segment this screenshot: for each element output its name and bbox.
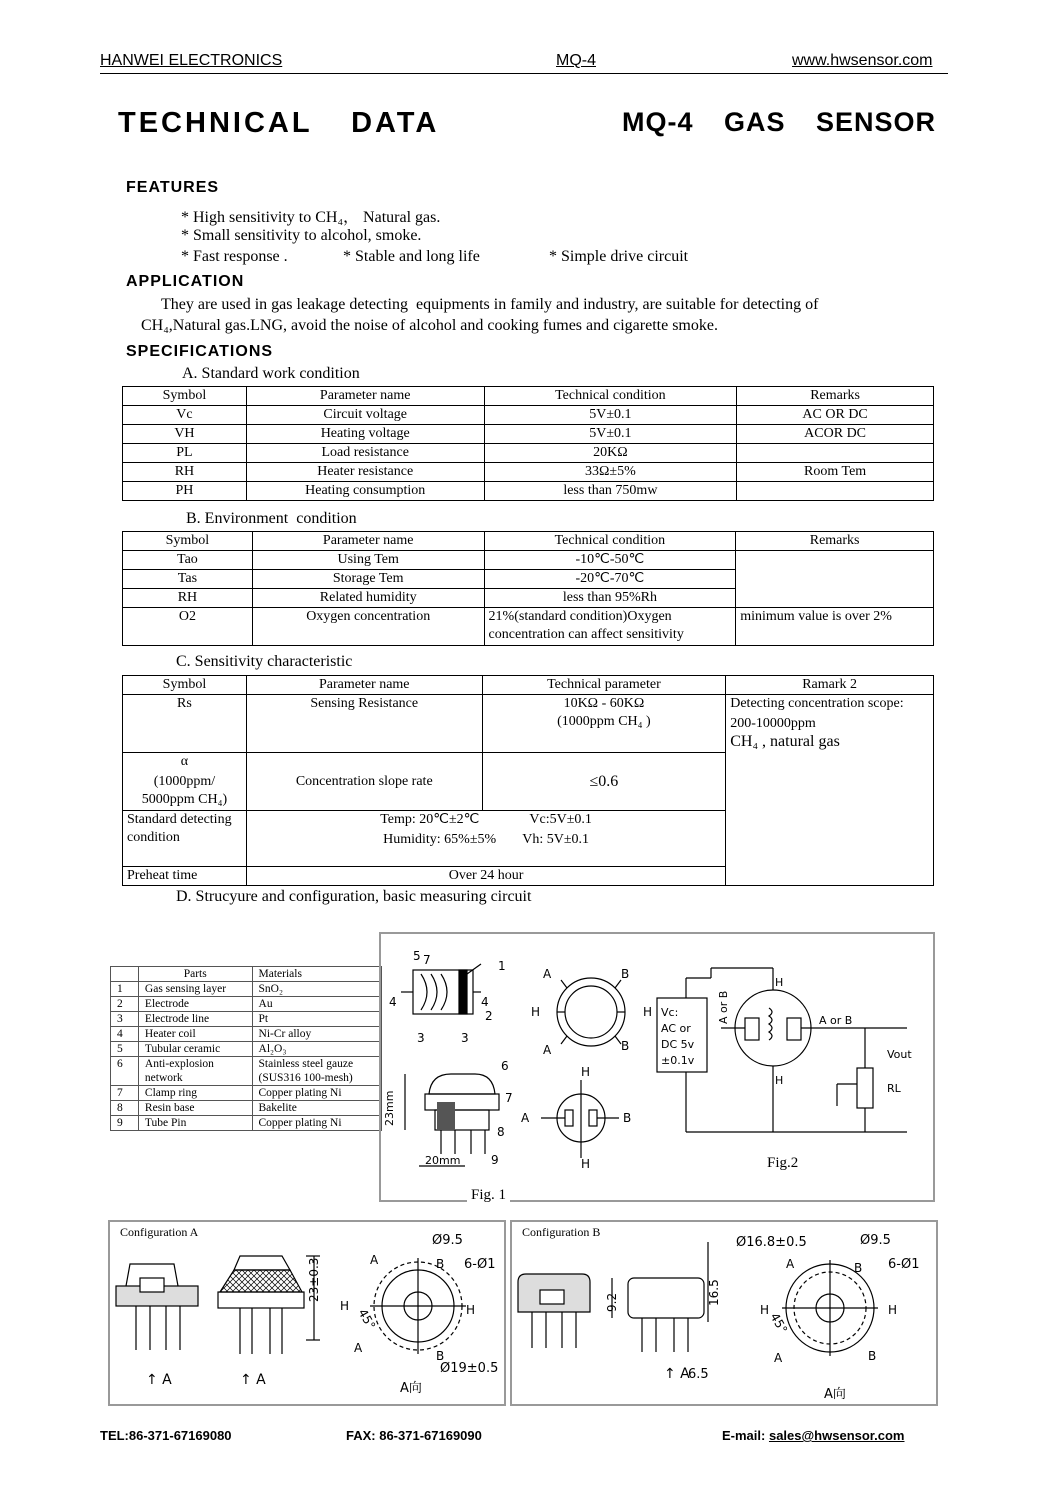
- circuit-vc-line3: DC 5v: [661, 1038, 695, 1051]
- svg-text:H: H: [643, 1005, 653, 1019]
- svg-text:↑ A: ↑ A: [240, 1372, 266, 1388]
- cell: [737, 482, 934, 501]
- cfg-a-angle: 45°: [355, 1306, 379, 1332]
- cell: Sensing Resistance: [246, 695, 482, 753]
- cell: Resin base: [138, 1101, 252, 1116]
- cfg-a-direction: A向: [400, 1381, 422, 1396]
- cell: Related humidity: [252, 589, 484, 608]
- svg-text:7: 7: [423, 953, 431, 967]
- cell: Rs: [123, 695, 247, 753]
- header-cell: Parameter name: [252, 532, 484, 551]
- config-b-drawing: [512, 1222, 932, 1400]
- circuit-vc-line2: AC or: [661, 1022, 691, 1035]
- circuit-aorb-label: A or B: [819, 1014, 853, 1027]
- cell: minimum value is over 2%: [736, 608, 934, 646]
- svg-text:H: H: [340, 1299, 350, 1313]
- circuit-vc-line1: Vc:: [661, 1006, 679, 1019]
- cell: Standard detecting condition: [123, 811, 247, 867]
- header-cell: Remarks: [736, 532, 934, 551]
- cfg-b-height1: 9.2: [605, 1292, 619, 1312]
- circuit-rl: RL: [887, 1082, 901, 1095]
- table-row: [111, 982, 382, 997]
- cell: 3: [111, 1012, 139, 1027]
- cell: -10℃-50℃: [484, 551, 736, 570]
- footer-email-link[interactable]: sales@hwsensor.com: [768, 1428, 905, 1443]
- svg-text:B: B: [868, 1349, 877, 1363]
- feature-line-1: * High sensitivity to CH₄， Natural gas.: [181, 209, 441, 226]
- cfg-b-d95: Ø9.5: [860, 1233, 891, 1248]
- table-row: [123, 551, 934, 570]
- header-website: www.hwsensor.com: [792, 52, 933, 69]
- cell: O2: [123, 608, 253, 646]
- cell: Storage Tem: [252, 570, 484, 589]
- footer-fax: FAX: 86-371-67169090: [346, 1428, 482, 1443]
- cell: Tas: [123, 570, 253, 589]
- standard-work-table: [122, 386, 934, 501]
- svg-text:8: 8: [497, 1125, 505, 1139]
- sensor-structure-drawing: [401, 964, 481, 1014]
- cell: 5V±0.1: [484, 406, 737, 425]
- cell: 1: [111, 982, 139, 997]
- svg-text:A: A: [543, 967, 552, 981]
- cell: Heater resistance: [246, 463, 484, 482]
- cell: PH: [123, 482, 247, 501]
- cell: [736, 551, 934, 608]
- svg-text:↑ A: ↑ A: [146, 1372, 172, 1388]
- feature-line-2: * Small sensitivity to alcohol, smoke.: [181, 227, 422, 244]
- header-cell: [111, 967, 139, 982]
- cell: 21%(standard condition)Oxygen concentration can affect sensitivity: [484, 608, 736, 646]
- cfg-b-pitch: 6.5: [688, 1367, 709, 1382]
- cell: 5V±0.1: [484, 425, 737, 444]
- cell: Clamp ring: [138, 1086, 252, 1101]
- std-vc: Vc:5V±0.1: [529, 812, 592, 827]
- cell: Using Tem: [252, 551, 484, 570]
- application-line-2: CH₄,Natural gas.LNG, avoid the noise of alcohol and cooking fumes and cigarette smoke.: [141, 317, 718, 334]
- table-b-title: B. Environment condition: [186, 510, 357, 527]
- rs-value-condition: (1000ppm CH₄ ): [557, 714, 651, 729]
- svg-text:1: 1: [498, 959, 506, 973]
- header-cell: Technical parameter: [482, 676, 726, 695]
- resin-base-shading: [437, 1102, 455, 1130]
- fig1-caption: Fig. 1: [467, 1187, 510, 1204]
- cfg-a-6x1: 6-Ø1: [464, 1257, 496, 1272]
- table-row: [111, 1101, 382, 1116]
- top-view-circle: [557, 978, 625, 1046]
- config-a-label: Configuration A: [120, 1225, 199, 1239]
- cell: VH: [123, 425, 247, 444]
- cell: Anti-explosion network: [138, 1057, 252, 1086]
- cfg-b-angle: 45°: [767, 1310, 791, 1336]
- cell: [737, 444, 934, 463]
- svg-text:2: 2: [485, 1009, 493, 1023]
- environment-table: [122, 531, 934, 646]
- alpha-symbol: α: [180, 754, 189, 769]
- config-a-drawing: [110, 1222, 500, 1400]
- svg-text:H: H: [531, 1005, 541, 1019]
- cell: Bakelite: [252, 1101, 381, 1116]
- cell: 6: [111, 1057, 139, 1086]
- cell: 9: [111, 1116, 139, 1131]
- cell: Preheat time: [123, 867, 247, 886]
- header-cell: Symbol: [123, 387, 247, 406]
- table-c-title: C. Sensitivity characteristic: [176, 653, 353, 670]
- cell: 5: [111, 1042, 139, 1057]
- svg-text:B: B: [621, 1039, 630, 1053]
- header-cell: Symbol: [123, 532, 253, 551]
- alpha-sub: (1000ppm/ 5000ppm CH₄): [141, 774, 228, 807]
- svg-text:4: 4: [389, 995, 397, 1009]
- config-b-label: Configuration B: [522, 1225, 601, 1239]
- remark-range: 200-10000ppm: [730, 716, 816, 731]
- cfg-a-d95: Ø9.5: [432, 1233, 463, 1248]
- footer-tel: TEL:86-371-67169080: [100, 1428, 232, 1443]
- svg-text:7: 7: [505, 1091, 513, 1105]
- svg-text:B: B: [436, 1257, 445, 1271]
- application-heading: APPLICATION: [126, 273, 245, 290]
- specifications-heading: SPECIFICATIONS: [126, 343, 274, 360]
- table-row: [123, 425, 934, 444]
- header-cell: Technical condition: [484, 387, 737, 406]
- svg-text:A: A: [543, 1043, 552, 1057]
- cell: 20KΩ: [484, 444, 737, 463]
- remark-gas: CH₄ , natural gas: [730, 733, 840, 750]
- cell: Load resistance: [246, 444, 484, 463]
- svg-text:H: H: [466, 1303, 476, 1317]
- std-temp: Temp: 20℃±2℃: [380, 812, 480, 827]
- svg-text:A: A: [370, 1253, 379, 1267]
- structure-figure: [381, 934, 931, 1200]
- cell: Heating consumption: [246, 482, 484, 501]
- svg-text:3: 3: [417, 1031, 425, 1045]
- table-row: [123, 695, 934, 753]
- cell: Au: [252, 997, 381, 1012]
- parts-table: [110, 966, 382, 1131]
- table-row: [123, 608, 934, 646]
- cell: 7: [111, 1086, 139, 1101]
- cell: Concentration slope rate: [246, 753, 482, 811]
- table-row: [111, 1042, 382, 1057]
- cell: Electrode: [138, 997, 252, 1012]
- cfg-a-d19: Ø19±0.5: [440, 1361, 499, 1376]
- table-a-title: A. Standard work condition: [182, 365, 360, 382]
- cell: Room Tem: [737, 463, 934, 482]
- svg-text:A: A: [521, 1111, 530, 1125]
- rs-value-range: 10KΩ - 60KΩ: [563, 696, 645, 711]
- section-d-title: D. Strucyure and configuration, basic measuring circuit: [176, 888, 532, 905]
- cell: Tao: [123, 551, 253, 570]
- cell: Tube Pin: [138, 1116, 252, 1131]
- cell: Heating voltage: [246, 425, 484, 444]
- svg-text:H: H: [775, 976, 784, 989]
- cell: -20℃-70℃: [484, 570, 736, 589]
- cell: Heater coil: [138, 1027, 252, 1042]
- table-row: [111, 1027, 382, 1042]
- table-row: [123, 444, 934, 463]
- table-header-row: [123, 676, 934, 695]
- table-row: [123, 482, 934, 501]
- cell: less than 95%Rh: [484, 589, 736, 608]
- cell: 4: [111, 1027, 139, 1042]
- table-row: [123, 463, 934, 482]
- sensitivity-table: [122, 675, 934, 886]
- dim-23mm: 23mm: [383, 1090, 396, 1126]
- cell: Copper plating Ni: [252, 1086, 381, 1101]
- cell: SnO₂: [252, 982, 381, 997]
- cell: Electrode line: [138, 1012, 252, 1027]
- measuring-circuit: [657, 968, 907, 1132]
- cell: Ni-Cr alloy: [252, 1027, 381, 1042]
- dim-20mm: 20mm: [425, 1154, 461, 1167]
- header-cell: Parameter name: [246, 676, 482, 695]
- header-cell: Parameter name: [246, 387, 484, 406]
- cell: ACOR DC: [737, 425, 934, 444]
- svg-text:6: 6: [501, 1059, 509, 1073]
- table-row: [111, 997, 382, 1012]
- cell: Tubular ceramic: [138, 1042, 252, 1057]
- header-cell: Symbol: [123, 676, 247, 695]
- std-vh: Vh: 5V±0.1: [522, 832, 589, 847]
- svg-text:5: 5: [413, 949, 421, 963]
- cell: Al₂O₃: [252, 1042, 381, 1057]
- cell: ≤0.6: [482, 753, 726, 811]
- svg-text:B: B: [623, 1111, 632, 1125]
- svg-text:B: B: [854, 1261, 863, 1275]
- cell: Over 24 hour: [246, 867, 725, 886]
- svg-text:4: 4: [481, 995, 489, 1009]
- table-row: [111, 1057, 382, 1086]
- footer-email-label: E-mail:: [722, 1428, 769, 1443]
- header-cell: Parts: [138, 967, 252, 982]
- table-header-row: [111, 967, 382, 982]
- header-cell: Remarks: [737, 387, 934, 406]
- table-header-row: [123, 532, 934, 551]
- feature-simple-drive: * Simple drive circuit: [549, 248, 689, 265]
- svg-text:H: H: [760, 1303, 770, 1317]
- svg-text:B: B: [436, 1349, 445, 1363]
- circuit-aorb-vertical: A or B: [717, 990, 730, 1024]
- cell: Oxygen concentration: [252, 608, 484, 646]
- cell: [123, 753, 247, 811]
- table-row: [111, 1086, 382, 1101]
- header-rule: [100, 73, 948, 74]
- page-title: TECHNICAL DATA: [118, 107, 440, 139]
- application-line-1: They are used in gas leakage detecting equipments in family and industry, are suitable for detecting of: [161, 296, 819, 313]
- cell: Gas sensing layer: [138, 982, 252, 997]
- cell: Pt: [252, 1012, 381, 1027]
- table-row: [111, 1116, 382, 1131]
- features-heading: FEATURES: [126, 179, 220, 196]
- cfg-b-direction: A向: [824, 1387, 846, 1400]
- svg-text:H: H: [581, 1157, 591, 1171]
- footer-email-block: [722, 1428, 905, 1443]
- cell: [482, 695, 726, 753]
- svg-text:H: H: [775, 1074, 784, 1087]
- cell: 33Ω±5%: [484, 463, 737, 482]
- svg-text:9: 9: [491, 1153, 499, 1167]
- svg-text:↑ A: ↑ A: [664, 1366, 690, 1382]
- electrode-diagram: [541, 1080, 619, 1158]
- header-cell: Technical condition: [484, 532, 736, 551]
- feature-stable-life: * Stable and long life: [343, 248, 480, 265]
- svg-text:H: H: [888, 1303, 898, 1317]
- circuit-vc-line4: ±0.1v: [661, 1054, 695, 1067]
- cfg-b-6x1: 6-Ø1: [888, 1257, 920, 1272]
- header-model: MQ-4: [556, 52, 596, 69]
- cell: Circuit voltage: [246, 406, 484, 425]
- cfg-b-d168: Ø16.8±0.5: [736, 1235, 807, 1250]
- svg-text:A: A: [786, 1257, 795, 1271]
- circuit-vout: Vout: [887, 1048, 912, 1061]
- cell: [246, 811, 725, 867]
- cell: AC OR DC: [737, 406, 934, 425]
- cell: 8: [111, 1101, 139, 1116]
- remark-scope: Detecting concentration scope:: [730, 696, 904, 711]
- cell: RH: [123, 589, 253, 608]
- cfg-b-height2: 16.5: [707, 1279, 721, 1306]
- cell: 2: [111, 997, 139, 1012]
- header-cell: Materials: [252, 967, 381, 982]
- cell: less than 750mw: [484, 482, 737, 501]
- table-header-row: [123, 387, 934, 406]
- table-row: [123, 406, 934, 425]
- cell: Stainless steel gauze (SUS316 100-mesh): [252, 1057, 381, 1086]
- feature-fast-response: * Fast response .: [181, 248, 288, 265]
- svg-text:B: B: [621, 967, 630, 981]
- cfg-a-height: 23±0.3: [307, 1257, 321, 1302]
- cell: [726, 695, 934, 886]
- svg-text:H: H: [581, 1065, 591, 1079]
- cell: RH: [123, 463, 247, 482]
- svg-text:3: 3: [461, 1031, 469, 1045]
- cell: Vc: [123, 406, 247, 425]
- header-company: HANWEI ELECTRONICS: [100, 52, 283, 69]
- header-cell: Ramark 2: [726, 676, 934, 695]
- svg-text:A: A: [774, 1351, 783, 1365]
- std-humidity: Humidity: 65%±5%: [383, 832, 497, 847]
- fig2-caption: Fig.2: [767, 1155, 799, 1171]
- table-row: [111, 1012, 382, 1027]
- page-title-product: MQ-4 GAS SENSOR: [622, 107, 937, 137]
- svg-text:A: A: [354, 1341, 363, 1355]
- cell: Copper plating Ni: [252, 1116, 381, 1131]
- cell: PL: [123, 444, 247, 463]
